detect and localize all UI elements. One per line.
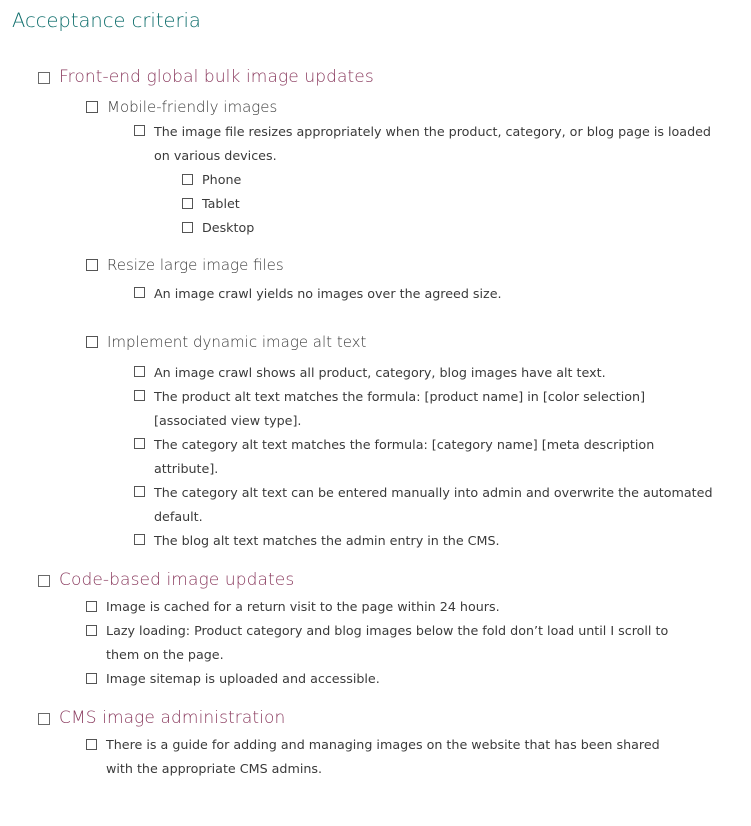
code-item[interactable] bbox=[86, 595, 751, 619]
checkbox[interactable] bbox=[134, 390, 145, 401]
alt-item[interactable] bbox=[134, 385, 751, 433]
page-title: Acceptance criteria bbox=[12, 9, 201, 32]
checkbox[interactable] bbox=[86, 336, 98, 348]
item-resize-large-label: Resize large image files bbox=[107, 256, 284, 274]
checkbox[interactable] bbox=[134, 125, 145, 136]
section-code-based-label: Code-based image updates bbox=[59, 570, 295, 590]
item-mobile-friendly-label: Mobile-friendly images bbox=[107, 98, 278, 116]
alt-item[interactable] bbox=[134, 481, 751, 529]
checkbox[interactable] bbox=[134, 486, 145, 497]
checkbox[interactable] bbox=[134, 438, 145, 449]
checkbox[interactable] bbox=[86, 739, 97, 750]
section-frontend[interactable] bbox=[38, 66, 751, 88]
alt-item-label: The category alt text can be entered manually into admin and overwrite the automated default. bbox=[154, 485, 713, 524]
checkbox[interactable] bbox=[182, 222, 193, 233]
item-crawl-size[interactable] bbox=[134, 282, 751, 306]
device-tablet-label: Tablet bbox=[202, 196, 240, 211]
code-item[interactable] bbox=[86, 667, 751, 691]
section-cms[interactable] bbox=[38, 707, 751, 729]
checkbox[interactable] bbox=[86, 101, 98, 113]
item-image-resizes[interactable] bbox=[134, 120, 751, 168]
device-desktop-label: Desktop bbox=[202, 220, 255, 235]
alt-item-label: The product alt text matches the formula: [product name] in [color selection] [associated view type]. bbox=[154, 389, 646, 428]
checkbox[interactable] bbox=[182, 174, 193, 185]
device-desktop[interactable] bbox=[182, 216, 751, 240]
item-resize-large[interactable] bbox=[86, 254, 751, 276]
code-item[interactable] bbox=[86, 619, 751, 667]
checkbox[interactable] bbox=[134, 366, 145, 377]
alt-item[interactable] bbox=[134, 361, 751, 385]
cms-item-label: There is a guide for adding and managing images on the website that has been shared with the appropriate CMS admins. bbox=[106, 737, 660, 776]
alt-item-label: The blog alt text matches the admin entry in the CMS. bbox=[154, 533, 500, 548]
checkbox[interactable] bbox=[86, 601, 97, 612]
section-cms-label: CMS image administration bbox=[59, 708, 286, 728]
checkbox[interactable] bbox=[86, 259, 98, 271]
checkbox[interactable] bbox=[134, 534, 145, 545]
alt-item-label: An image crawl shows all product, category, blog images have alt text. bbox=[154, 365, 606, 380]
device-phone-label: Phone bbox=[202, 172, 242, 187]
item-alt-text[interactable] bbox=[86, 331, 751, 353]
cms-item[interactable] bbox=[86, 733, 751, 781]
code-item-label: Image is cached for a return visit to the page within 24 hours. bbox=[106, 599, 500, 614]
code-item-label: Lazy loading: Product category and blog images below the fold don’t load until I scroll to them on the page. bbox=[106, 623, 669, 662]
checkbox[interactable] bbox=[86, 673, 97, 684]
item-mobile-friendly[interactable] bbox=[86, 96, 751, 118]
device-phone[interactable] bbox=[182, 168, 751, 192]
checkbox[interactable] bbox=[86, 625, 97, 636]
checkbox[interactable] bbox=[38, 72, 50, 84]
item-crawl-size-label: An image crawl yields no images over the agreed size. bbox=[154, 286, 502, 301]
item-alt-text-label: Implement dynamic image alt text bbox=[107, 333, 367, 351]
alt-item[interactable] bbox=[134, 433, 751, 481]
device-tablet[interactable] bbox=[182, 192, 751, 216]
item-image-resizes-label: The image file resizes appropriately when the product, category, or blog page is loaded on various devices. bbox=[154, 124, 711, 163]
code-item-label: Image sitemap is uploaded and accessible. bbox=[106, 671, 380, 686]
section-code-based[interactable] bbox=[38, 569, 751, 591]
checkbox[interactable] bbox=[38, 713, 50, 725]
checkbox[interactable] bbox=[182, 198, 193, 209]
section-frontend-label: Front-end global bulk image updates bbox=[59, 67, 374, 87]
alt-item-label: The category alt text matches the formula: [category name] [meta description attribute]. bbox=[154, 437, 655, 476]
checkbox[interactable] bbox=[134, 287, 145, 298]
alt-item[interactable] bbox=[134, 529, 751, 553]
checkbox[interactable] bbox=[38, 575, 50, 587]
